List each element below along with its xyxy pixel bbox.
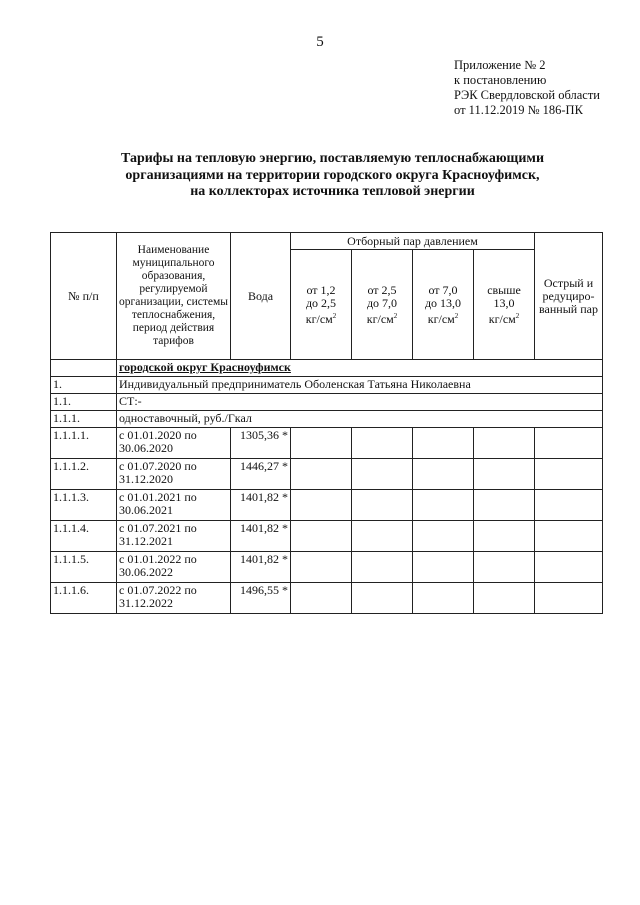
empty-cell xyxy=(535,459,603,490)
empty-cell xyxy=(535,521,603,552)
empty-cell xyxy=(535,428,603,459)
empty-cell xyxy=(413,459,474,490)
header-steam-4: свыше 13,0 $кг/см^2$ xyxy=(474,250,535,360)
row-number: 1.1. xyxy=(51,394,117,411)
table-row-group xyxy=(51,394,603,411)
table-row-period xyxy=(51,521,603,552)
water-tariff: 1401,82 * xyxy=(231,521,291,552)
empty-cell xyxy=(352,521,413,552)
page-number: 5 xyxy=(316,34,324,50)
table-row-region xyxy=(51,360,603,377)
empty-cell xyxy=(352,583,413,614)
title-line: Тарифы на тепловую энергию, поставляемую теплоснабжающими xyxy=(120,151,545,166)
empty-cell xyxy=(413,521,474,552)
row-number: 1.1.1.6. xyxy=(51,583,117,614)
header-steam-group: Отборный пар давлением xyxy=(291,233,535,250)
table-row-period xyxy=(51,428,603,459)
tariff-table xyxy=(50,232,603,614)
header-number: № п/п xyxy=(51,233,117,360)
region-name: городской округ Красноуфимск xyxy=(117,360,603,377)
empty-cell xyxy=(291,428,352,459)
appendix-line: Приложение № 2 xyxy=(454,58,546,72)
period-text: с 01.07.2020 по 31.12.2020 xyxy=(117,459,231,490)
title-line: на коллекторах источника тепловой энергии xyxy=(190,184,475,199)
appendix-line: от 11.12.2019 № 186-ПК xyxy=(454,103,583,117)
row-text: одноставочный, руб./Гкал xyxy=(117,411,603,428)
period-text: с 01.07.2022 по 31.12.2022 xyxy=(117,583,231,614)
row-text: СТ:- xyxy=(117,394,603,411)
header-organization: Наименование муниципального образования, регулируемой организации, системы теплоснабжения, период действия тарифов xyxy=(117,233,231,360)
empty-cell xyxy=(474,552,535,583)
empty-cell xyxy=(291,521,352,552)
appendix-block xyxy=(454,58,600,118)
empty-cell xyxy=(413,583,474,614)
empty-cell xyxy=(474,583,535,614)
period-text: с 01.07.2021 по 31.12.2021 xyxy=(117,521,231,552)
table-row-period xyxy=(51,459,603,490)
header-steam-3: от 7,0 до 13,0 $кг/см^2$ xyxy=(413,250,474,360)
empty-cell xyxy=(352,428,413,459)
empty-cell xyxy=(535,583,603,614)
header-sharp-steam: Острый и редуциро-ванный пар xyxy=(535,233,603,360)
empty-cell xyxy=(535,490,603,521)
empty-cell xyxy=(352,552,413,583)
table-row-group xyxy=(51,377,603,394)
table-row-period xyxy=(51,490,603,521)
appendix-line: к постановлению xyxy=(454,73,547,87)
title-line: организациями на территории городского округа Красноуфимск, xyxy=(125,167,540,183)
empty-cell xyxy=(474,521,535,552)
water-tariff: 1446,27 * xyxy=(231,459,291,490)
water-tariff: 1496,55 * xyxy=(231,583,291,614)
empty-cell xyxy=(413,490,474,521)
row-number: 1. xyxy=(51,377,117,394)
period-text: с 01.01.2022 по 30.06.2022 xyxy=(117,552,231,583)
row-number: 1.1.1. xyxy=(51,411,117,428)
document-title xyxy=(60,151,605,201)
header-steam-2: от 2,5 до 7,0 $кг/см^2$ xyxy=(352,250,413,360)
empty-cell xyxy=(474,490,535,521)
empty-cell xyxy=(291,583,352,614)
row-number xyxy=(51,360,117,377)
empty-cell xyxy=(474,428,535,459)
empty-cell xyxy=(535,552,603,583)
empty-cell xyxy=(474,459,535,490)
period-text: с 01.01.2020 по 30.06.2020 xyxy=(117,428,231,459)
empty-cell xyxy=(291,552,352,583)
period-text: с 01.01.2021 по 30.06.2021 xyxy=(117,490,231,521)
empty-cell xyxy=(413,428,474,459)
row-number: 1.1.1.5. xyxy=(51,552,117,583)
row-number: 1.1.1.3. xyxy=(51,490,117,521)
header-water: Вода xyxy=(231,233,291,360)
water-tariff: 1401,82 * xyxy=(231,490,291,521)
row-number: 1.1.1.2. xyxy=(51,459,117,490)
row-text: Индивидуальный предприниматель Оболенская Татьяна Николаевна xyxy=(117,377,603,394)
table-row-period xyxy=(51,552,603,583)
empty-cell xyxy=(291,459,352,490)
appendix-line: РЭК Свердловской области xyxy=(454,88,600,102)
empty-cell xyxy=(413,552,474,583)
row-number: 1.1.1.4. xyxy=(51,521,117,552)
empty-cell xyxy=(291,490,352,521)
table-row-period xyxy=(51,583,603,614)
water-tariff: 1305,36 * xyxy=(231,428,291,459)
water-tariff: 1401,82 * xyxy=(231,552,291,583)
header-steam-1: от 1,2 до 2,5 $кг/см^2$ xyxy=(291,250,352,360)
empty-cell xyxy=(352,490,413,521)
table-row-group xyxy=(51,411,603,428)
row-number: 1.1.1.1. xyxy=(51,428,117,459)
empty-cell xyxy=(352,459,413,490)
